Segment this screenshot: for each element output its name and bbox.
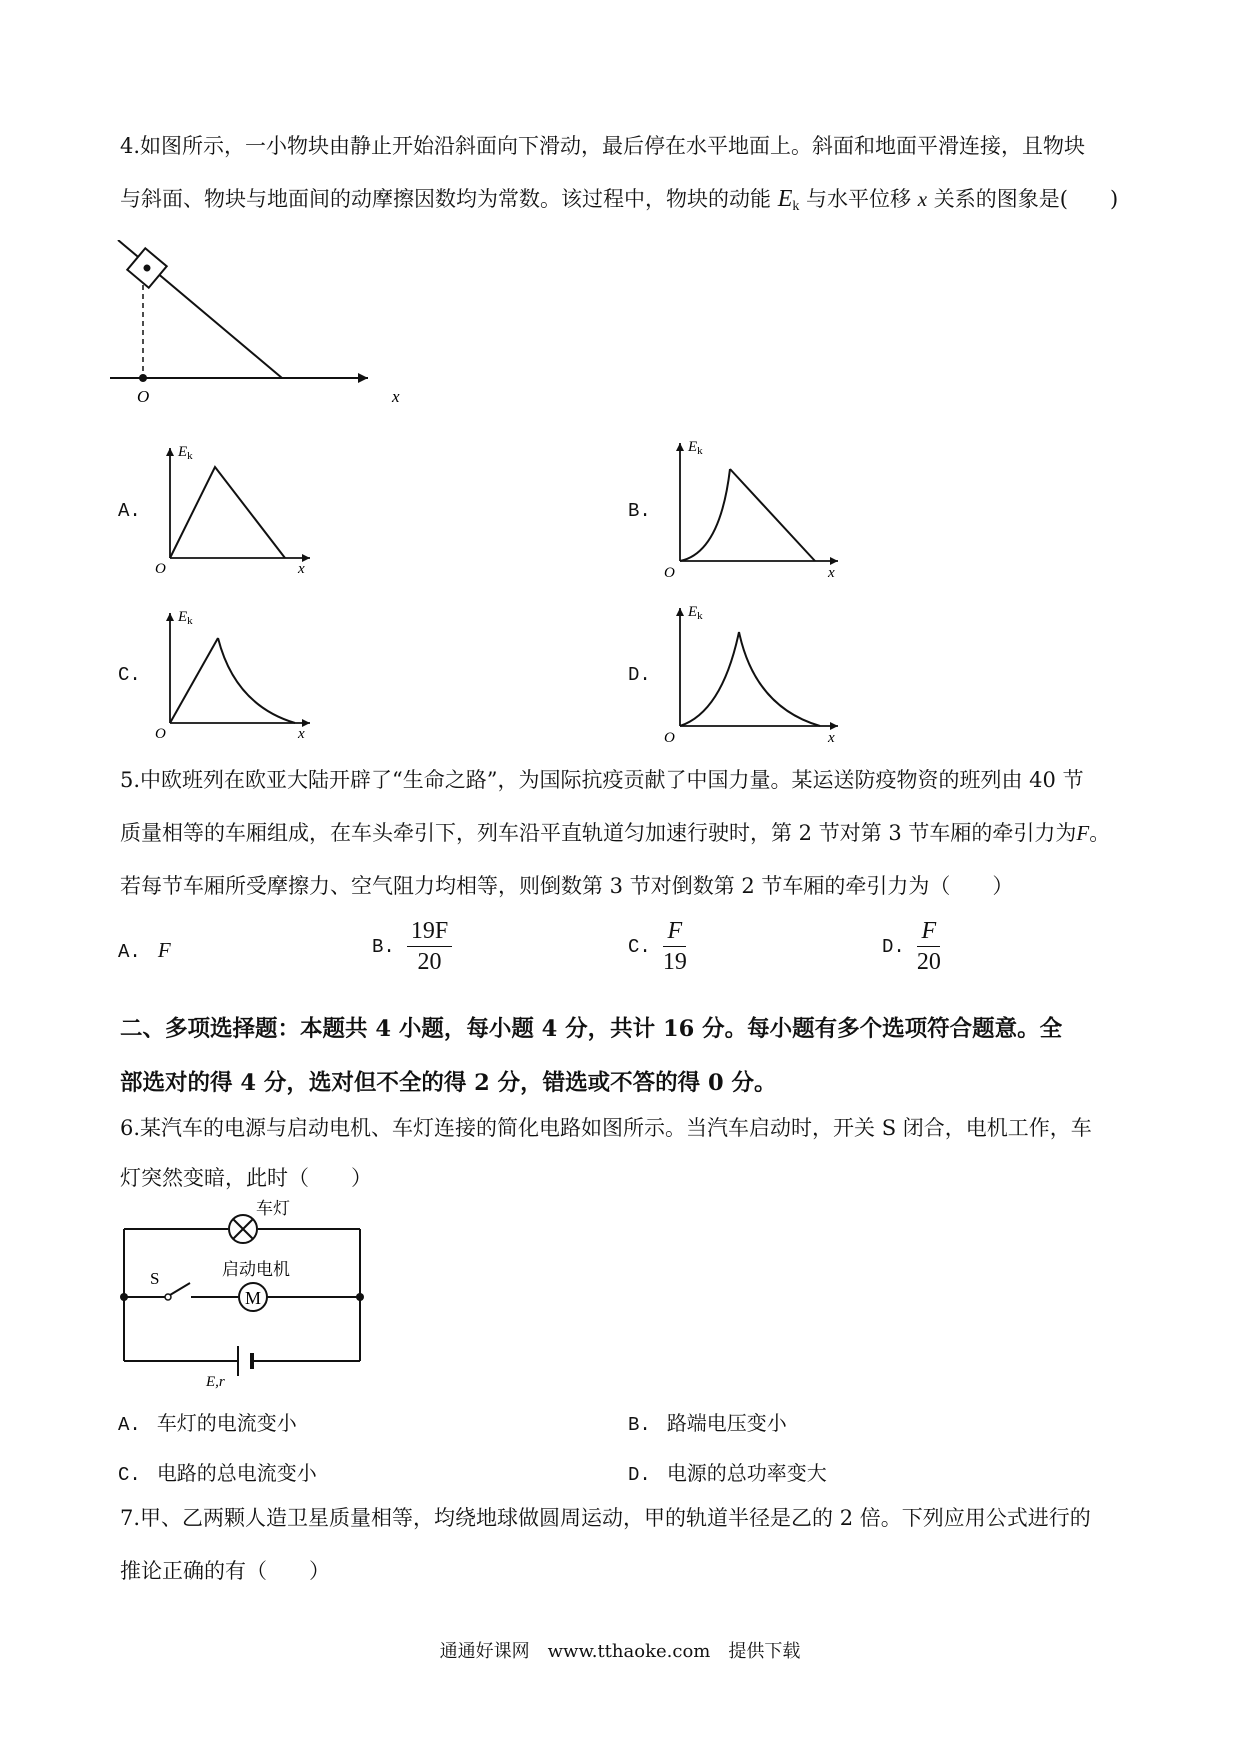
switch-label: S [150,1269,160,1288]
q5-option-a[interactable]: A. F [118,938,171,963]
q6-line1: 6.某汽车的电源与启动电机、车灯连接的简化电路如图所示。当汽车启动时，开关 S 闭合，电机工作，车 [120,1116,1092,1140]
q5-option-c[interactable]: C. $\frac{F}{19}$ [628,918,687,975]
q7-text [120,1500,1130,1589]
svg-text:x: x [298,561,305,575]
q5-option-b[interactable]: B. $\frac{19F}{20}$ [372,918,452,975]
q4-incline-figure [100,240,420,410]
svg-text:O: O [155,561,166,575]
block-icon [127,248,166,287]
section2-heading: 二、多项选择题：本题共 4 小题，每小题 4 分，共计 16 分。每小题有多个选项符合题意。全 部选对的得 4 分，选对但不全的得 2 分，错选或不答的得 0 分。 [120,1016,1063,1096]
q5-text [120,762,1130,904]
svg-text:Ek: $E_k$ [178,609,193,627]
q6-option-a[interactable]: A. 车灯的电流变小 [118,1411,297,1436]
switch-icon [165,1283,238,1300]
q4-option-d-label[interactable]: D. [628,664,651,686]
q6-circuit-diagram [110,1196,380,1391]
q7-line2: 推论正确的有（ ） [120,1559,330,1583]
q4-option-d-graph[interactable] [660,602,850,747]
svg-text:M: M [245,1288,262,1308]
ek-symbol: $E_k$ [777,186,800,214]
q4-text [120,128,1130,225]
q7-line1: 7.甲、乙两颗人造卫星质量相等，均绕地球做圆周运动，甲的轨道半径是乙的 2 倍。下列应用公式进行的 [120,1506,1091,1530]
svg-text:O: O [155,726,166,740]
q4-option-a-label[interactable]: A. [118,500,141,522]
q4-line1: 4.如图所示，一小物块由静止开始沿斜面向下滑动，最后停在水平地面上。斜面和地面平滑连接，且物块 [120,134,1086,158]
lamp-label: 车灯 [256,1199,290,1219]
svg-text:Ek: $E_k$ [688,604,703,622]
q4-option-b-graph[interactable] [660,435,850,583]
q5-line1: 5.中欧班列在欧亚大陆开辟了“生命之路”，为国际抗疫贡献了中国力量。某运送防疫物资的班列由 40 节 [120,768,1084,792]
svg-text:O: O [664,565,675,581]
lamp-icon [229,1215,257,1243]
svg-text:O: O [664,730,675,746]
q4-line2: 与斜面、物块与地面间的动摩擦因数均为常数。该过程中，物块的动能 $E_k$ 与水平位移 x 关系的图象是( ) [120,186,1119,214]
svg-text:Ek: $E_k$ [688,439,703,457]
q6-text [120,1110,1130,1196]
figure-origin: O [137,387,150,406]
q6-line2: 灯突然变暗，此时（ ） [120,1166,372,1190]
svg-text:x: x [298,726,305,740]
q6-option-d[interactable]: D. 电源的总功率变大 [628,1461,827,1486]
q5-line2: 质量相等的车厢组成，在车头牵引下，列车沿平直轨道匀加速行驶时，第 2 节对第 3 节车厢的牵引力为F。 [120,821,1111,845]
q5-option-d[interactable]: D. $\frac{F}{20}$ [882,918,941,975]
svg-text:Ek: $E_k$ [178,444,193,462]
svg-text:x: x [828,730,835,746]
motor-icon [239,1283,267,1311]
q6-option-c[interactable]: C. 电路的总电流变小 [118,1461,317,1486]
figure-x: x [392,387,400,406]
q4-option-b-label[interactable]: B. [628,500,651,522]
q6-option-b[interactable]: B. 路端电压变小 [628,1411,787,1436]
battery-icon [238,1346,252,1376]
svg-text:x: x [828,565,835,581]
motor-label: 启动电机 [222,1260,290,1280]
page-footer: 通通好课网 www.tthaoke.com 提供下载 [439,1641,801,1662]
q4-option-a-graph[interactable] [150,440,320,575]
source-label: E,r [206,1374,225,1390]
q4-option-c-graph[interactable] [150,605,320,740]
q4-option-c-label[interactable]: C. [118,664,141,686]
q5-line3: 若每节车厢所受摩擦力、空气阻力均相等，则倒数第 3 节对倒数第 2 节车厢的牵引力为（ ） [120,874,1014,898]
